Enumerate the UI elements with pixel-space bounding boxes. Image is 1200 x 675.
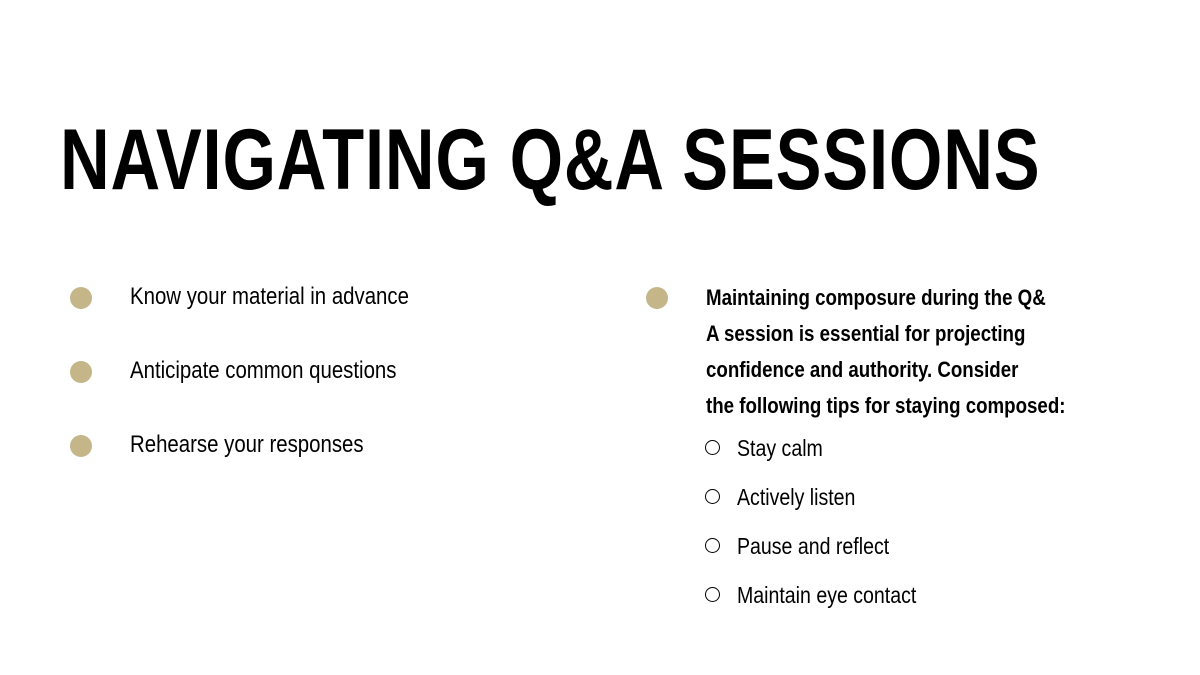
slide-title: NAVIGATING Q&A SESSIONS (60, 112, 1041, 208)
composure-paragraph (706, 280, 1146, 424)
tip-item (704, 481, 1166, 515)
circle-bullet-icon (705, 489, 720, 504)
tip-item (704, 579, 1166, 613)
circle-bullet-icon (705, 587, 720, 602)
bullet-item (68, 280, 588, 314)
tip-text: Actively listen (737, 484, 856, 510)
paragraph-line: A session is essential for projecting (706, 321, 1026, 346)
bullet-text: Anticipate common questions (130, 357, 397, 384)
bullet-text: Know your material in advance (130, 283, 409, 310)
tip-item (704, 530, 1166, 564)
bullet-dot-icon (646, 287, 668, 309)
paragraph-line: Maintaining composure during the Q& (706, 285, 1046, 310)
left-bullet-list (68, 280, 588, 502)
circle-bullet-icon (705, 538, 720, 553)
bullet-dot-icon (70, 287, 92, 309)
bullet-text: Rehearse your responses (130, 431, 364, 458)
tip-text: Maintain eye contact (737, 582, 917, 608)
paragraph-line: confidence and authority. Consider (706, 357, 1019, 382)
tips-list (704, 432, 1166, 613)
bullet-item (68, 354, 588, 388)
composure-bullet (646, 280, 1166, 424)
tip-text: Pause and reflect (737, 533, 890, 559)
tip-item (704, 432, 1166, 466)
tip-text: Stay calm (737, 435, 823, 461)
bullet-dot-icon (70, 435, 92, 457)
circle-bullet-icon (705, 440, 720, 455)
right-content (646, 280, 1166, 628)
bullet-dot-icon (70, 361, 92, 383)
paragraph-line: the following tips for staying composed: (706, 393, 1066, 418)
bullet-item (68, 428, 588, 462)
